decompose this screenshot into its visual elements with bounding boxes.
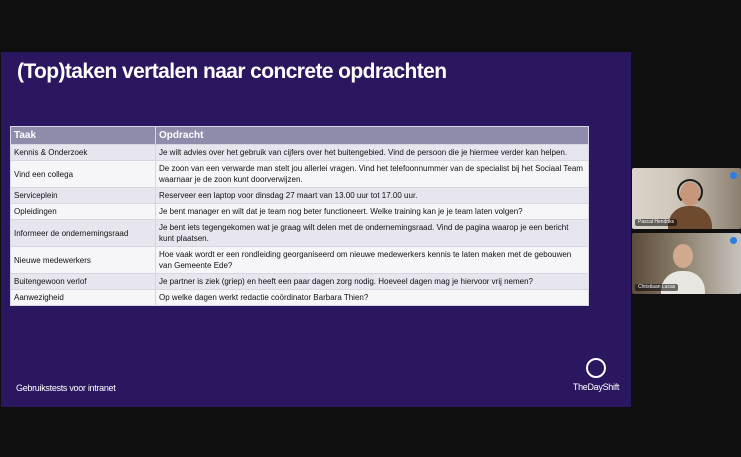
table-row bbox=[11, 290, 589, 306]
task-cell: Nieuwe medewerkers bbox=[11, 247, 156, 274]
table-row bbox=[11, 220, 589, 247]
assignment-cell: Je bent iets tegengekomen wat je graag wilt delen met de ondernemingsraad. Vind de pagina waarop je een bericht kunt plaatsen. bbox=[156, 220, 589, 247]
participant-name: Christiaan Lucas bbox=[635, 284, 678, 291]
assignment-cell: Op welke dagen werkt redactie coördinator Barbara Thien? bbox=[156, 290, 589, 306]
task-cell: Informeer de ondernemingsraad bbox=[11, 220, 156, 247]
logo-circle-icon bbox=[586, 358, 606, 378]
column-header-opdracht: Opdracht bbox=[156, 127, 589, 145]
logo-text: TheDayShift bbox=[572, 382, 620, 392]
table-row bbox=[11, 274, 589, 290]
assignment-cell: Reserveer een laptop voor dinsdag 27 maart van 13.00 uur tot 17.00 uur. bbox=[156, 188, 589, 204]
task-cell: Aanwezigheid bbox=[11, 290, 156, 306]
slide-footer-text: Gebruikstests voor intranet bbox=[16, 383, 116, 393]
headset-icon bbox=[677, 179, 703, 205]
mic-icon bbox=[730, 172, 737, 179]
table-row bbox=[11, 247, 589, 274]
assignment-cell: Je partner is ziek (griep) en heeft een paar dagen zorg nodig. Hoeveel dagen mag je hiervoor vrij nemen? bbox=[156, 274, 589, 290]
mic-icon bbox=[730, 237, 737, 244]
table-header-row bbox=[11, 127, 589, 145]
assignment-cell: De zoon van een verwarde man stelt jou allerlei vragen. Vind het telefoonnummer van de specialist bij het Sociaal Team waarnaar je de zoon kunt doorverwijzen. bbox=[156, 161, 589, 188]
table-row bbox=[11, 204, 589, 220]
participant-name: Pascal Hendriks bbox=[635, 219, 677, 226]
tasks-table bbox=[10, 126, 589, 306]
slide-title: (Top)taken vertalen naar concrete opdrachten bbox=[17, 60, 447, 83]
participant-face bbox=[673, 244, 693, 268]
column-header-taak: Taak bbox=[11, 127, 156, 145]
participant-video-tile[interactable] bbox=[632, 233, 741, 294]
task-cell: Kennis & Onderzoek bbox=[11, 145, 156, 161]
table-row bbox=[11, 145, 589, 161]
task-cell: Serviceplein bbox=[11, 188, 156, 204]
table-row bbox=[11, 188, 589, 204]
task-cell: Opleidingen bbox=[11, 204, 156, 220]
assignment-cell: Je bent manager en wilt dat je team nog beter functioneert. Welke training kan je je team laten volgen? bbox=[156, 204, 589, 220]
thedayshift-logo bbox=[567, 358, 625, 398]
task-cell: Buitengewoon verlof bbox=[11, 274, 156, 290]
table-row bbox=[11, 161, 589, 188]
assignment-cell: Hoe vaak wordt er een rondleiding georganiseerd om nieuwe medewerkers kennis te laten maken met de gebouwen van Gemeente Ede? bbox=[156, 247, 589, 274]
assignment-cell: Je wilt advies over het gebruik van cijfers over het buitengebied. Vind de persoon die je hiermee verder kan helpen. bbox=[156, 145, 589, 161]
participant-video-tile[interactable] bbox=[632, 168, 741, 229]
presentation-slide bbox=[1, 52, 631, 407]
task-cell: Vind een collega bbox=[11, 161, 156, 188]
